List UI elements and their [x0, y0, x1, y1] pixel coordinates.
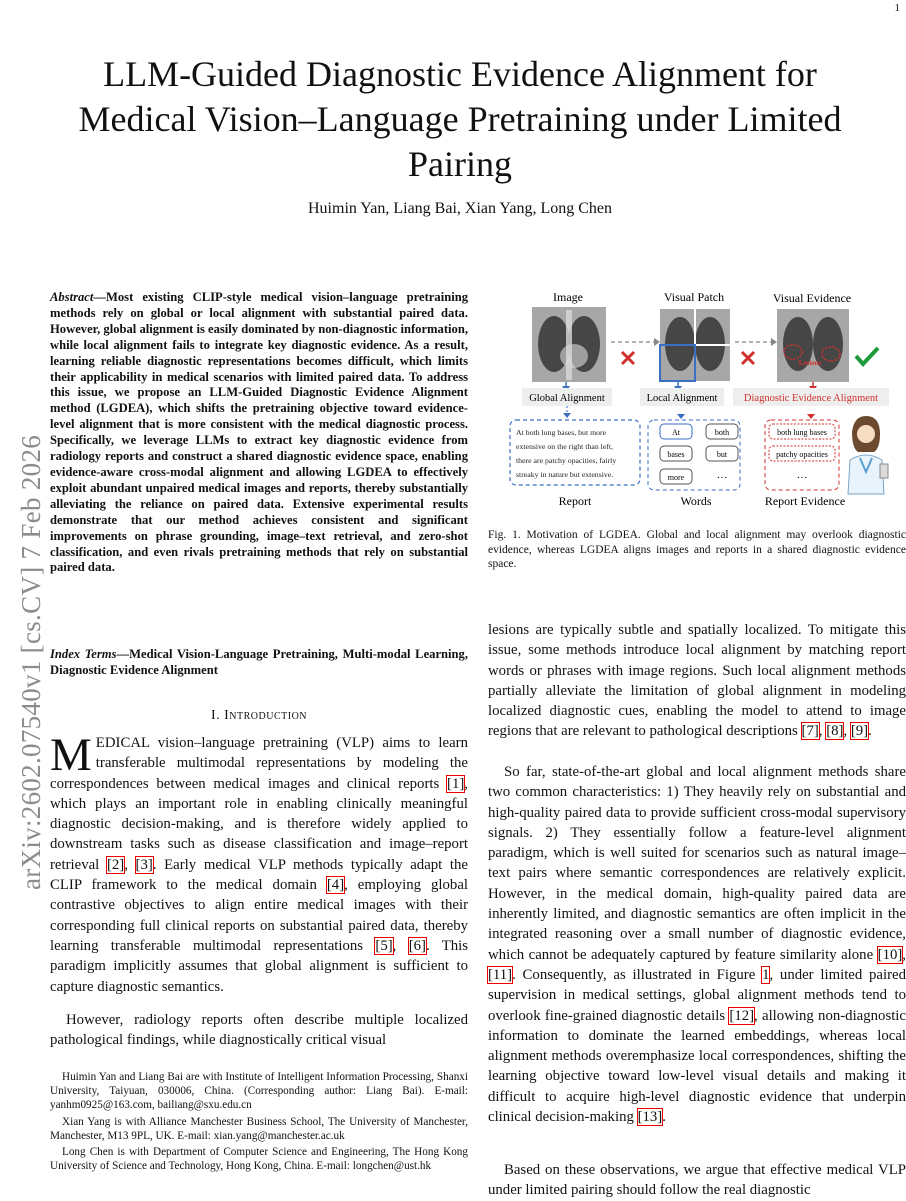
citation-link[interactable]: [8] [826, 723, 844, 740]
text-run: , employing global contrastive objectives to align entire medical images with their corresponding full clinical reports on substantial paired data, thereby learning transferable multimodal representations [50, 877, 468, 954]
text-run: , [392, 937, 409, 954]
paper-title: LLM-Guided Diagnostic Evidence Alignment for Medical Vision–Language Pretraining under Limited Pairing [78, 54, 842, 184]
word-token-text: more [667, 473, 685, 482]
text-run: . Early medical VLP methods typically adapt the CLIP framework to the medical domain [50, 856, 468, 894]
citation-link[interactable]: [13] [637, 1109, 663, 1126]
col-image-title: Image [553, 290, 583, 304]
word-ellipsis: ··· [716, 472, 728, 484]
lesions-label: Lesions [798, 359, 822, 367]
col-patch-title: Visual Patch [663, 290, 725, 304]
check-icon [856, 348, 878, 364]
col-evidence-title: Visual Evidence [772, 291, 852, 305]
citation-link[interactable]: [2] [106, 856, 125, 873]
evidence-ellipsis: ··· [796, 472, 808, 484]
footnotes [50, 1070, 468, 1175]
abstract [50, 290, 468, 576]
report-label: Report [558, 494, 592, 508]
doctor-icon [848, 416, 888, 494]
page-number: 1 [894, 2, 900, 14]
abstract-label: Abstract [50, 290, 94, 304]
citation-link[interactable]: [3] [135, 856, 153, 873]
word-token-text: bases [667, 450, 685, 459]
word-token-text: but [716, 450, 728, 459]
report-line: there are patchy opacities, fairly [516, 456, 617, 465]
citation-link[interactable]: [11] [488, 966, 513, 983]
xray-patches [660, 309, 730, 381]
text-run: , under limited paired supervision in medical settings, global alignment methods tend to overlook fine-grained diagnostic details [488, 966, 906, 1024]
right-paragraph-1 [488, 620, 906, 742]
right-paragraph-3: Based on these observations, we argue that effective medical VLP under limited pairing should follow the real diagnostic [488, 1162, 906, 1199]
section-heading [50, 708, 468, 724]
text-run: , [843, 723, 851, 740]
word-token-text: both [714, 428, 730, 437]
figure-1 [488, 282, 906, 512]
text-run: lesions are typically subtle and spatially localized. To mitigate this issue, some methods introduce local alignment by matching report words or phrases with image regions. Such local alignment methods partially alleviate the limitation of global alignment in modeling localized diagnostic cues, enabling the model to attend to image regions that are relevant to pathological descriptions [488, 622, 906, 740]
text-run: . Consequently, as illustrated in Figure [512, 966, 763, 983]
xray-image [532, 307, 606, 382]
section-title: Introduction [224, 708, 308, 723]
index-terms-label: Index Terms [50, 647, 117, 661]
abstract-text: —Most existing CLIP-style medical vision–language pretraining methods rely on global or local alignment with substantial paired data. However, global alignment is easily dominated by non-diagnostic information, while local alignment fails to integrate key diagnostic evidence. As a result, learning reliable diagnostic representations becomes difficult, which limits their applicability in medical scenarios with limited paired data. To address this issue, we propose an LLM-Guided Diagnostic Evidence Alignment method (LGDEA), which shifts the pretraining objective toward evidence-level alignment that is more consistent with the medical diagnostic process. Specifically, we leverage LLMs to extract key diagnostic evidence from radiology reports and construct a shared diagnostic evidence space, enabling evidence-aware cross-modal alignment and allowing LGDEA to effectively exploit abundant unpaired medical images and reports, thereby substantially alleviating the reliance on paired data. Extensive experimental results demonstrate that our method achieves consistent and significant improvements on phrase grounding, image–text retrieval, and zero-shot classification, and even rivals pretraining methods that rely on substantial paired data. [50, 290, 468, 575]
text-run: . [868, 723, 872, 740]
drop-cap: M [50, 729, 92, 781]
citation-link[interactable]: [1] [447, 775, 465, 792]
text-run: , which plays an important role in enabling clinically meaningful diagnostic decision-making, and is therefore widely applied to downstream tasks such as disease classification and image–report retrieval [50, 775, 468, 873]
cross-icon [622, 352, 634, 364]
citation-link[interactable]: [6] [408, 937, 426, 954]
arrow-head [771, 338, 777, 346]
text-run: , [902, 946, 906, 963]
figure-caption: Fig. 1. Motivation of LGDEA. Global and local alignment may overlook diagnostic evidence, whereas LGDEA aligns images and reports in a shared diagnostic evidence space. [488, 529, 906, 570]
section-number: I. [210, 708, 221, 723]
footnote: Long Chen is with Department of Computer Science and Engineering, The Hong Kong University of Science and Technology, Hong Kong, China. E-mail: longchen@ust.hk [50, 1146, 468, 1173]
report-evidence-label: Report Evidence [764, 494, 846, 508]
right-paragraph-2 [488, 762, 906, 1127]
report-line: streaky in nature but extensive. [516, 470, 614, 479]
citation-link[interactable]: [9] [850, 723, 869, 740]
author-list: Huimin Yan, Liang Bai, Xian Yang, Long Chen [308, 200, 612, 217]
figure-link[interactable]: 1 [762, 966, 770, 983]
citation-link[interactable]: [12] [729, 1007, 755, 1024]
index-terms-text: —Medical Vision-Language Pretraining, Multi-modal Learning, Diagnostic Evidence Alignment [50, 647, 468, 677]
intro-paragraph-1 [50, 729, 469, 997]
arxiv-stamp [0, 330, 46, 890]
arrow-head [677, 414, 685, 419]
intro-paragraph-2: However, radiology reports often describe multiple localized pathological findings, while diagnostically critical visual [50, 1012, 468, 1049]
word-token-text: At [672, 428, 680, 437]
citation-link[interactable]: [10] [877, 946, 903, 963]
report-line: extensive on the right than left, [516, 442, 614, 451]
text-run: , allowing non-diagnostic information to dominate the learned embeddings, whereas local alignment methods overemphasize local correspondences, shifting the learning objective toward low-level visual details and making it difficult to acquire high-level diagnostic evidence that underpin clinical decision-making [488, 1007, 906, 1126]
text-run: EDICAL vision–language pretraining (VLP) aims to learn transferable multimodal representations by modeling the correspondences between medical images and clinical reports [50, 735, 468, 792]
text-run: So far, state-of-the-art global and local alignment methods share two common characteristics: 1) They heavily rely on substantial and high-quality paired data to provide sufficient cross-modal supervisory signals. 2) They essentially follow a feature-level alignment paradigm, which is well suited for scenarios such as natural image–text pairs where semantic correspondences are relatively explicit. However, in the medical domain, high-quality paired data are inherently limited, and diagnostic semantics are often implicit in the integrated reasoning over a small number of diagnostic evidence, which cannot be adequately captured by feature similarity alone [488, 764, 906, 963]
global-alignment-label: Global Alignment [529, 393, 605, 404]
evidence-token-text: both lung bases [777, 428, 827, 437]
xray-evidence [777, 309, 849, 382]
footnote: Huimin Yan and Liang Bai are with Institute of Intelligent Information Processing, Shanxi University, Taiyuan, 030006, China. (Corresponding author: Liang Bai). E-mail: yanhm0925@163.com, bailiang@sxu.edu.cn [50, 1071, 468, 1112]
text-run: . [662, 1109, 666, 1126]
text-run: . This paradigm implicitly assumes that global alignment is sufficient to capture diagnostic semantics. [50, 937, 469, 995]
local-alignment-label: Local Alignment [646, 393, 718, 404]
text-run: , [818, 723, 827, 740]
report-line: At both lung bases, but more [516, 428, 607, 437]
citation-link[interactable]: [4] [326, 877, 345, 894]
citation-link[interactable]: [5] [375, 937, 393, 954]
index-terms [50, 646, 468, 678]
footnote: Xian Yang is with Alliance Manchester Business School, The University of Manchester, Manchester, M13 9PL, UK. E-mail: xian.yang@manchester.ac.uk [50, 1115, 468, 1142]
evidence-alignment-label: Diagnostic Evidence Alignment [743, 393, 879, 404]
arxiv-identifier: arXiv:2602.07540v1 [cs.CV] 7 Feb 2026 [16, 434, 46, 890]
text-run: , [124, 856, 136, 873]
cross-icon [742, 352, 754, 364]
words-label: Words [680, 494, 712, 508]
citation-link[interactable]: [7] [801, 723, 819, 740]
arrow-head [807, 414, 815, 419]
evidence-token-text: patchy opacities [776, 450, 828, 459]
